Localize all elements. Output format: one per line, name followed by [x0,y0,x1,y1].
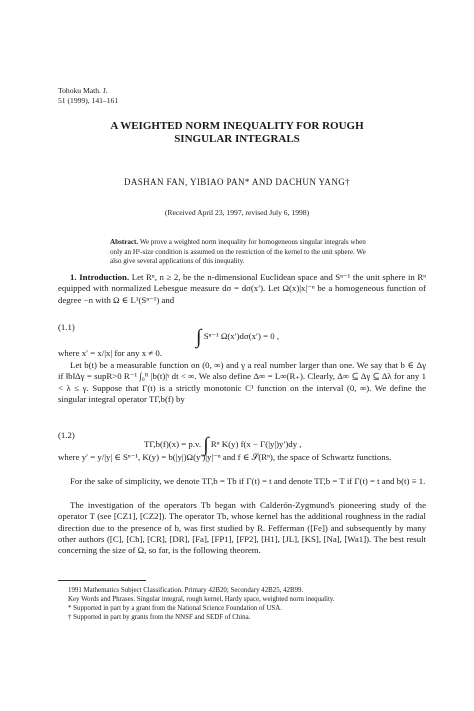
equation-number: (1.2) [58,430,75,440]
intro-paragraph-3: Let b(t) be a measurable function on (0, ∞) and γ a real number larger than one. We say that b ∈ Δγ if ‖b‖Δγ = supR>0 R⁻¹ ∫₀ᴿ |b(t)|ᵞ dt < ∞. We also define Δ∞ = L∞(R₊). Clearly, Δ∞ ⊆ Δγ ⊆ Δλ for any 1 < λ ≤ γ. Suppose that Γ(t) is a strictly monotonic C¹ function on the interval (0, ∞). We define the singular integral operator TΓ,b(f) by [58,360,426,404]
equation-1-1 [58,312,426,348]
equation-rhs: Rⁿ K(y) f(x − Γ(|y|)y′)dy , [210,439,302,449]
paper-title-line-1: A WEIGHTED NORM INEQUALITY FOR ROUGH [110,120,364,132]
equation-number: (1.1) [58,322,75,332]
intro-paragraph-5: For the sake of simplicity, we denote TΓ,b = Tb if Γ(t) = t and denote TΓ,b = T if Γ(t) = t and b(t) ≡ 1. [70,476,426,486]
paragraph-text: Let Rⁿ, n ≥ 2, be the n-dimensional Euclidean space and Sⁿ⁻¹ the unit sphere in Rⁿ equipped with normalized Lebesgue measure dσ = dσ(x′). Let Ω(x)|x|⁻ⁿ be a homogeneous function of degree −n with Ω ∈ L¹(Sⁿ⁻¹) and [58,272,427,305]
footnote-star: * Supported in part by a grant from the National Science Foundation of USA. [68,605,282,612]
section-number: 1. [70,272,77,282]
footnote-rule [58,580,146,581]
journal-volume: 51 (1999), 141–161 [58,96,119,105]
intro-paragraph-6: The investigation of the operators Tb began with Calderón-Zygmund's pioneering study of the operator T (see [CZ1], [CZ2]). The operator Tb, whose kernel has the additional roughness in the radial direction due to the presence of b, was first studied by R. Fefferman ([Fe]) and subsequently by many other authors ([C], [Ch], [CR], [DR], [Fa], [FP1], [FP2], [H1], [JL], [KS], [Na], [Wa1]). The best result concerning the size of Ω, so far, is the following theorem. [58,500,426,556]
intro-paragraph-4: where y′ = y/|y| ∈ Sⁿ⁻¹, K(y) = b(|y|)Ω(y′)|y|⁻ⁿ and f ∈ 𝒮(Rⁿ), the space of Schwartz functions. [58,452,392,462]
abstract-text: We prove a weighted norm inequality for homogeneous singular integrals when only an H¹-size condition is assumed on the restriction of the kernel to the unit sphere. We also give several applications of this inequality. [110,238,366,266]
equation-body: Sⁿ⁻¹ Ω(x′)dσ(x′) = 0 , [203,331,280,341]
intro-paragraph-2: where x′ = x/|x| for any x ≠ 0. [58,348,162,358]
integral-sign: ∫ [196,326,202,348]
footnote-keywords: Key Words and Phrases. Singular integral, rough kernel, Hardy space, weighted norm inequality. [68,596,335,603]
abstract-label: Abstract. [110,238,139,246]
footnote-msc: 1991 Mathematics Subject Classification. Primary 42B20; Secondary 42B25, 42B99. [68,587,304,594]
intro-paragraph-1 [58,272,426,306]
integral-sign: ∫ [203,434,209,456]
equation-1-2 [58,420,426,456]
section-heading: Introduction. [79,272,130,282]
equation-lhs: TΓ,b(f)(x) = p.v. [144,439,202,449]
author-list: DASHAN FAN, YIBIAO PAN* AND DACHUN YANG† [123,177,351,187]
received-dates: (Received April 23, 1997, revised July 6, 1998) [164,208,310,217]
paper-title-line-2: SINGULAR INTEGRALS [174,133,300,145]
journal-name: Tohoku Math. J. [58,86,108,95]
footnote-dagger: † Supported in part by grants from the NNSF and SEDF of China. [68,614,251,621]
journal-reference [58,86,118,106]
abstract [110,238,370,267]
